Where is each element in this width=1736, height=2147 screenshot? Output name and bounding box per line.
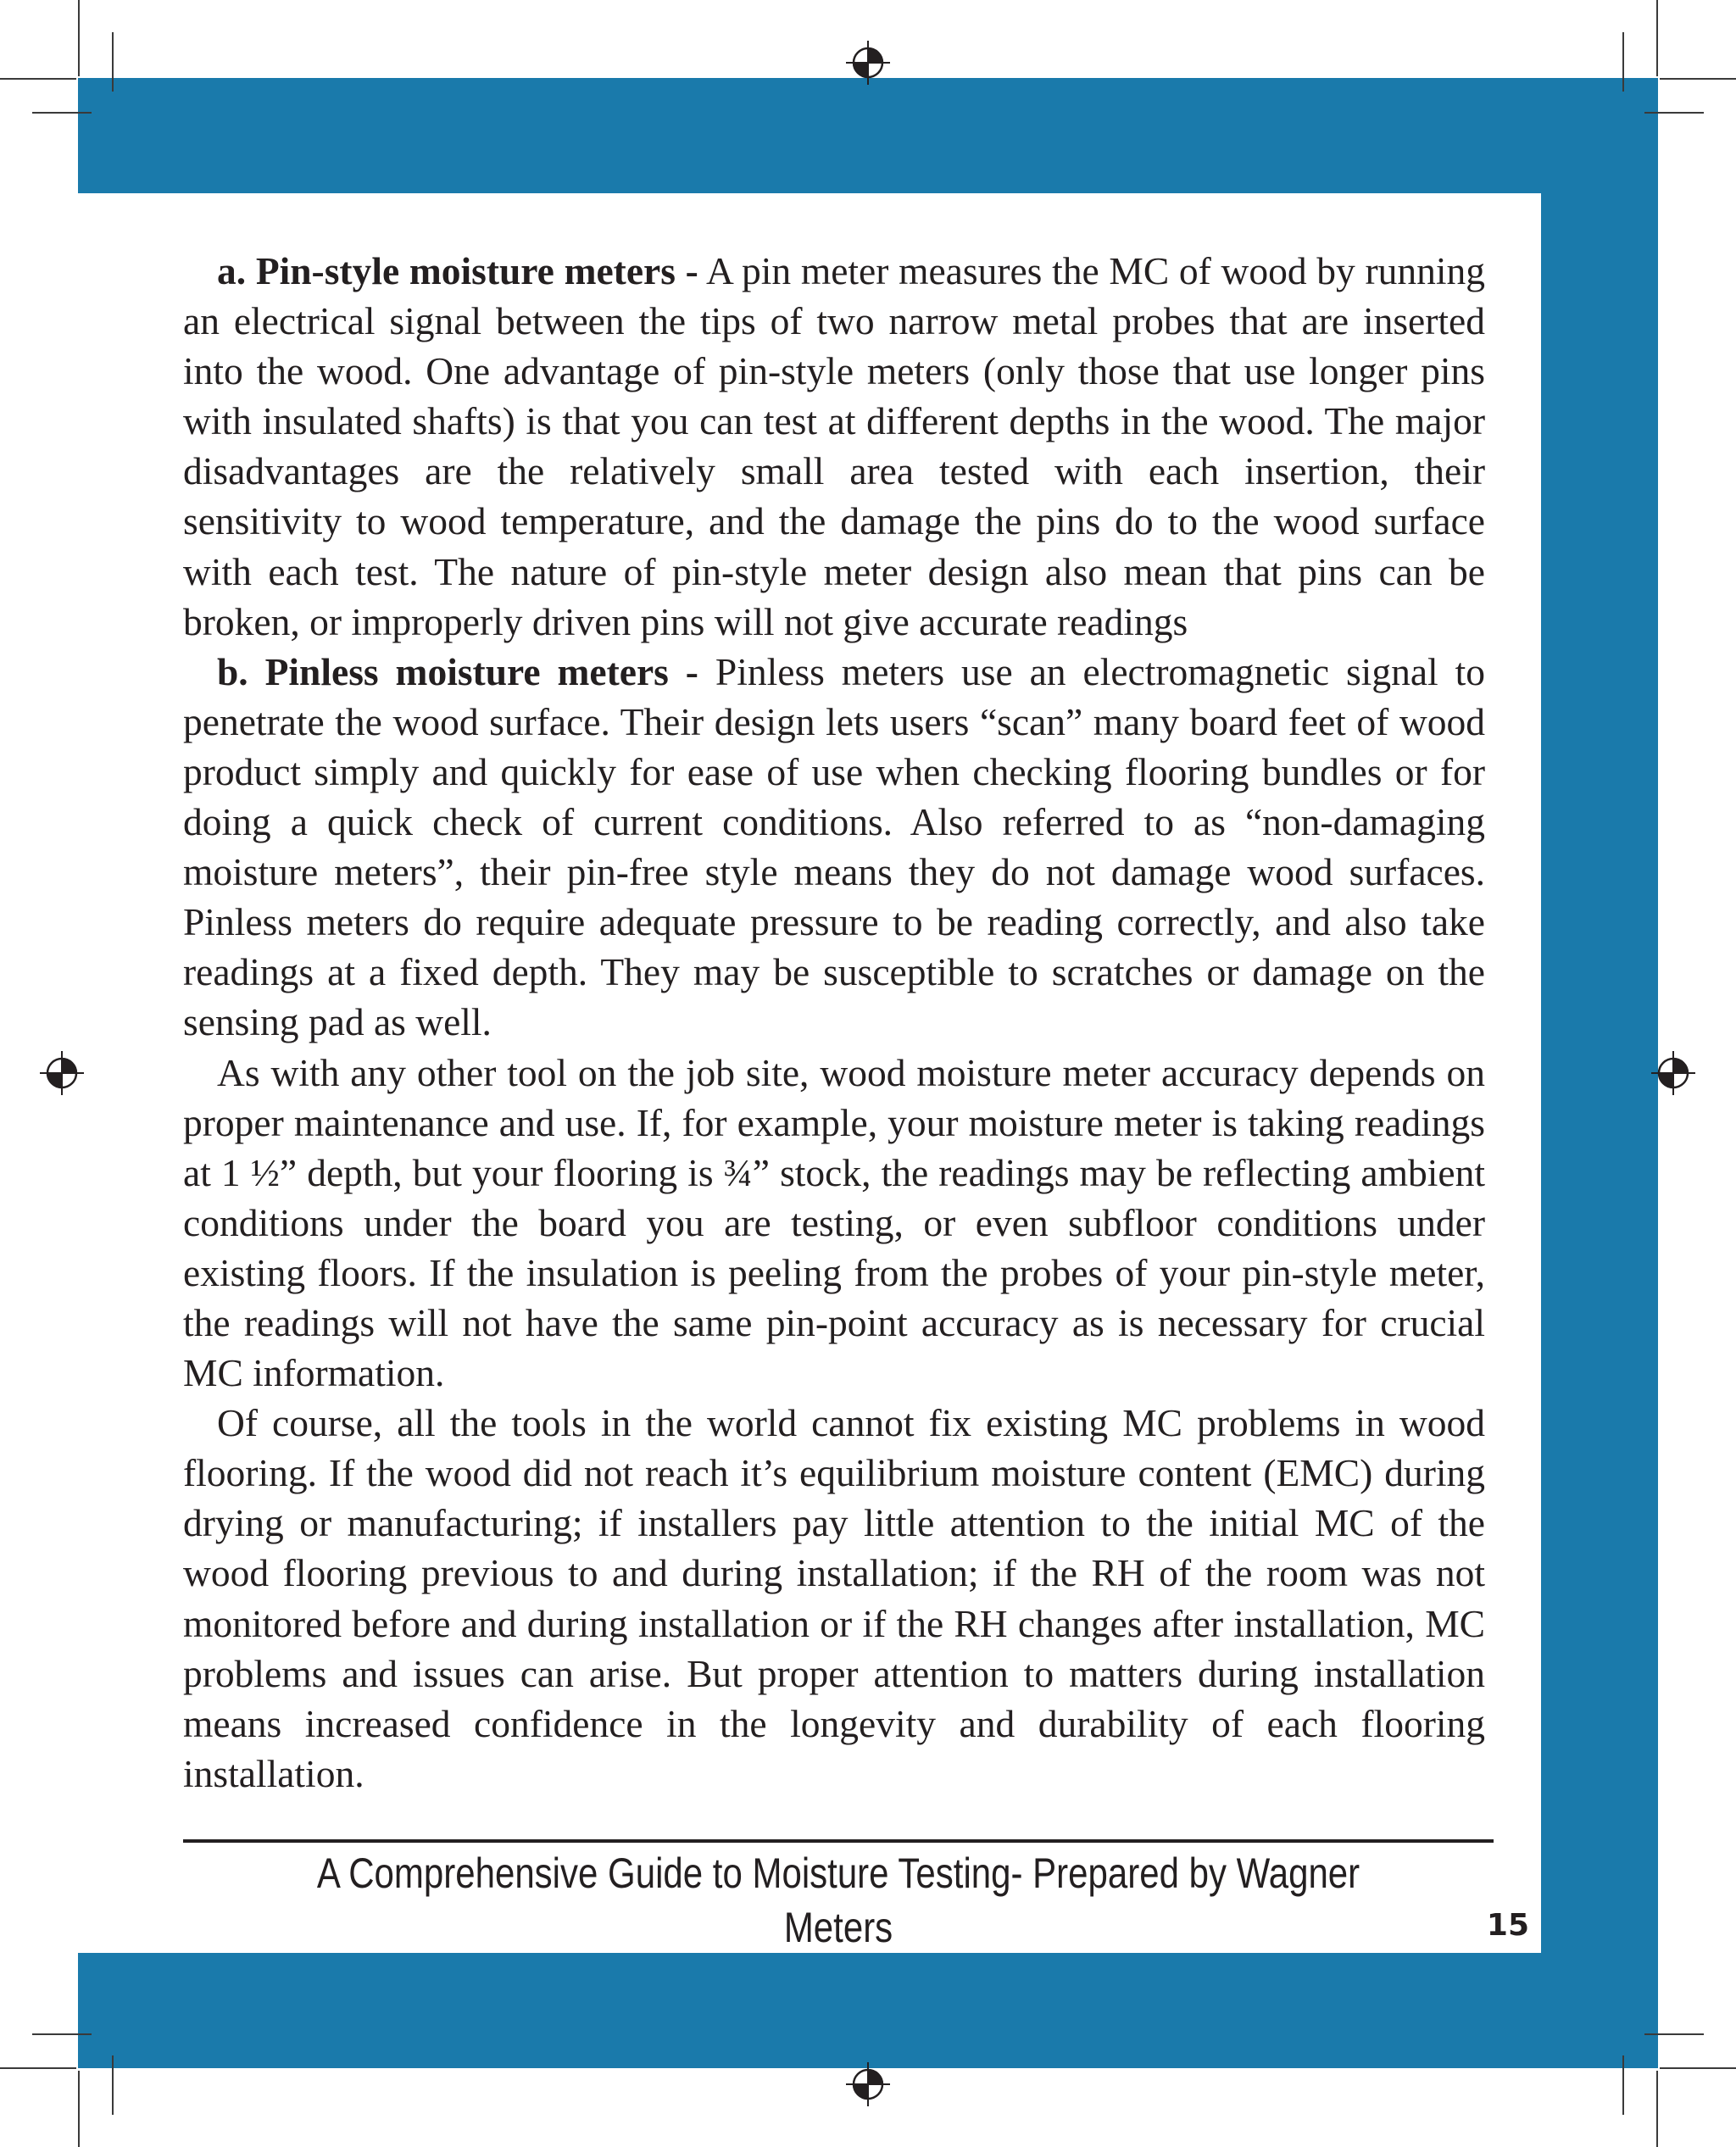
paragraph-meter-accuracy [183,1048,1485,1399]
footer-divider [183,1839,1494,1843]
crop-mark [1660,2067,1736,2069]
paragraph-text: As with any other tool on the job site, wood moisture meter accuracy depends on proper maintenance and use. If, for example, your moisture meter is taking readings at 1 ½” depth, but your flooring is ¾” stock, the readings may be reflecting ambient conditions under the board you are testing, or even subfloor conditions under existing floors. If the insulation is peeling from the probes of your pin-style meter, the readings will not have the same pin-point accuracy as is necessary for crucial MC information. [183,1050,1485,1395]
crop-mark [32,2033,92,2035]
crop-mark [1660,78,1736,80]
crop-mark [1656,0,1658,76]
crop-mark [112,32,114,92]
paragraph-lead: a. Pin-style moisture meters - [217,249,698,292]
paragraph-mc-problems [183,1398,1485,1799]
body-text [183,246,1485,1799]
crop-mark [0,2067,76,2069]
paragraph-text: Of course, all the tools in the world cannot fix existing MC problems in wood flooring. If the wood did not reach it’s equilibrium moisture content (EMC) during drying or manufacturing; if installers pay little attention to the initial MC of the wood flooring previous to and during installation; if the RH of the room was not monitored before and during installation or if the RH changes after installation, MC problems and issues can arise. But proper attention to matters during installation means increased confidence in the longevity and durability of each flooring installation. [183,1401,1485,1795]
registration-mark-icon [40,1051,84,1095]
footer-title: A Comprehensive Guide to Moisture Testing- Prepared by Wagner Meters [316,1849,1360,1951]
paragraph-pinless-meters [183,647,1485,1048]
crop-mark [1622,2055,1624,2115]
crop-mark [0,78,76,80]
crop-mark [112,2055,114,2115]
paragraph-text: Pinless meters use an electromagnetic signal to penetrate the wood surface. Their design lets users “scan” many board feet of wood product simply and quickly for ease of use when checking flooring bundles or for doing a quick check of current conditions. Also referred to as “non-damaging moisture meters”, their pin-free style means they do not damage wood surfaces. Pinless meters do require adequate pressure to be reading correctly, and also take readings at a fixed depth. They may be susceptible to scratches or damage on the sensing pad as well. [183,649,1485,1044]
page-number: 15 [1486,1908,1529,1943]
paragraph-lead: b. Pinless moisture meters - [217,649,698,693]
paragraph-text: A pin meter measures the MC of wood by running an electrical signal between the tips of two narrow metal probes that are inserted into the wood. One advantage of pin-style meters (only those that use longer pins with insulated shafts) is that you can test at different depths in the wood. The major disadvantages are the relatively small area tested with each insertion, their sensitivity to wood temperature, and the damage the pins do to the wood surface with each test. The nature of pin-style meter design also mean that pins can be broken, or improperly driven pins will not give accurate readings [183,249,1485,643]
crop-mark [1644,2033,1704,2035]
crop-mark [1656,2071,1658,2147]
crop-mark [32,112,92,114]
registration-mark-icon [846,41,890,85]
registration-mark-icon [1651,1051,1695,1095]
crop-mark [1644,112,1704,114]
crop-mark [1622,32,1624,92]
registration-mark-icon [846,2062,890,2106]
crop-mark [78,0,80,76]
paragraph-pin-style-meters [183,246,1485,647]
crop-mark [78,2071,80,2147]
